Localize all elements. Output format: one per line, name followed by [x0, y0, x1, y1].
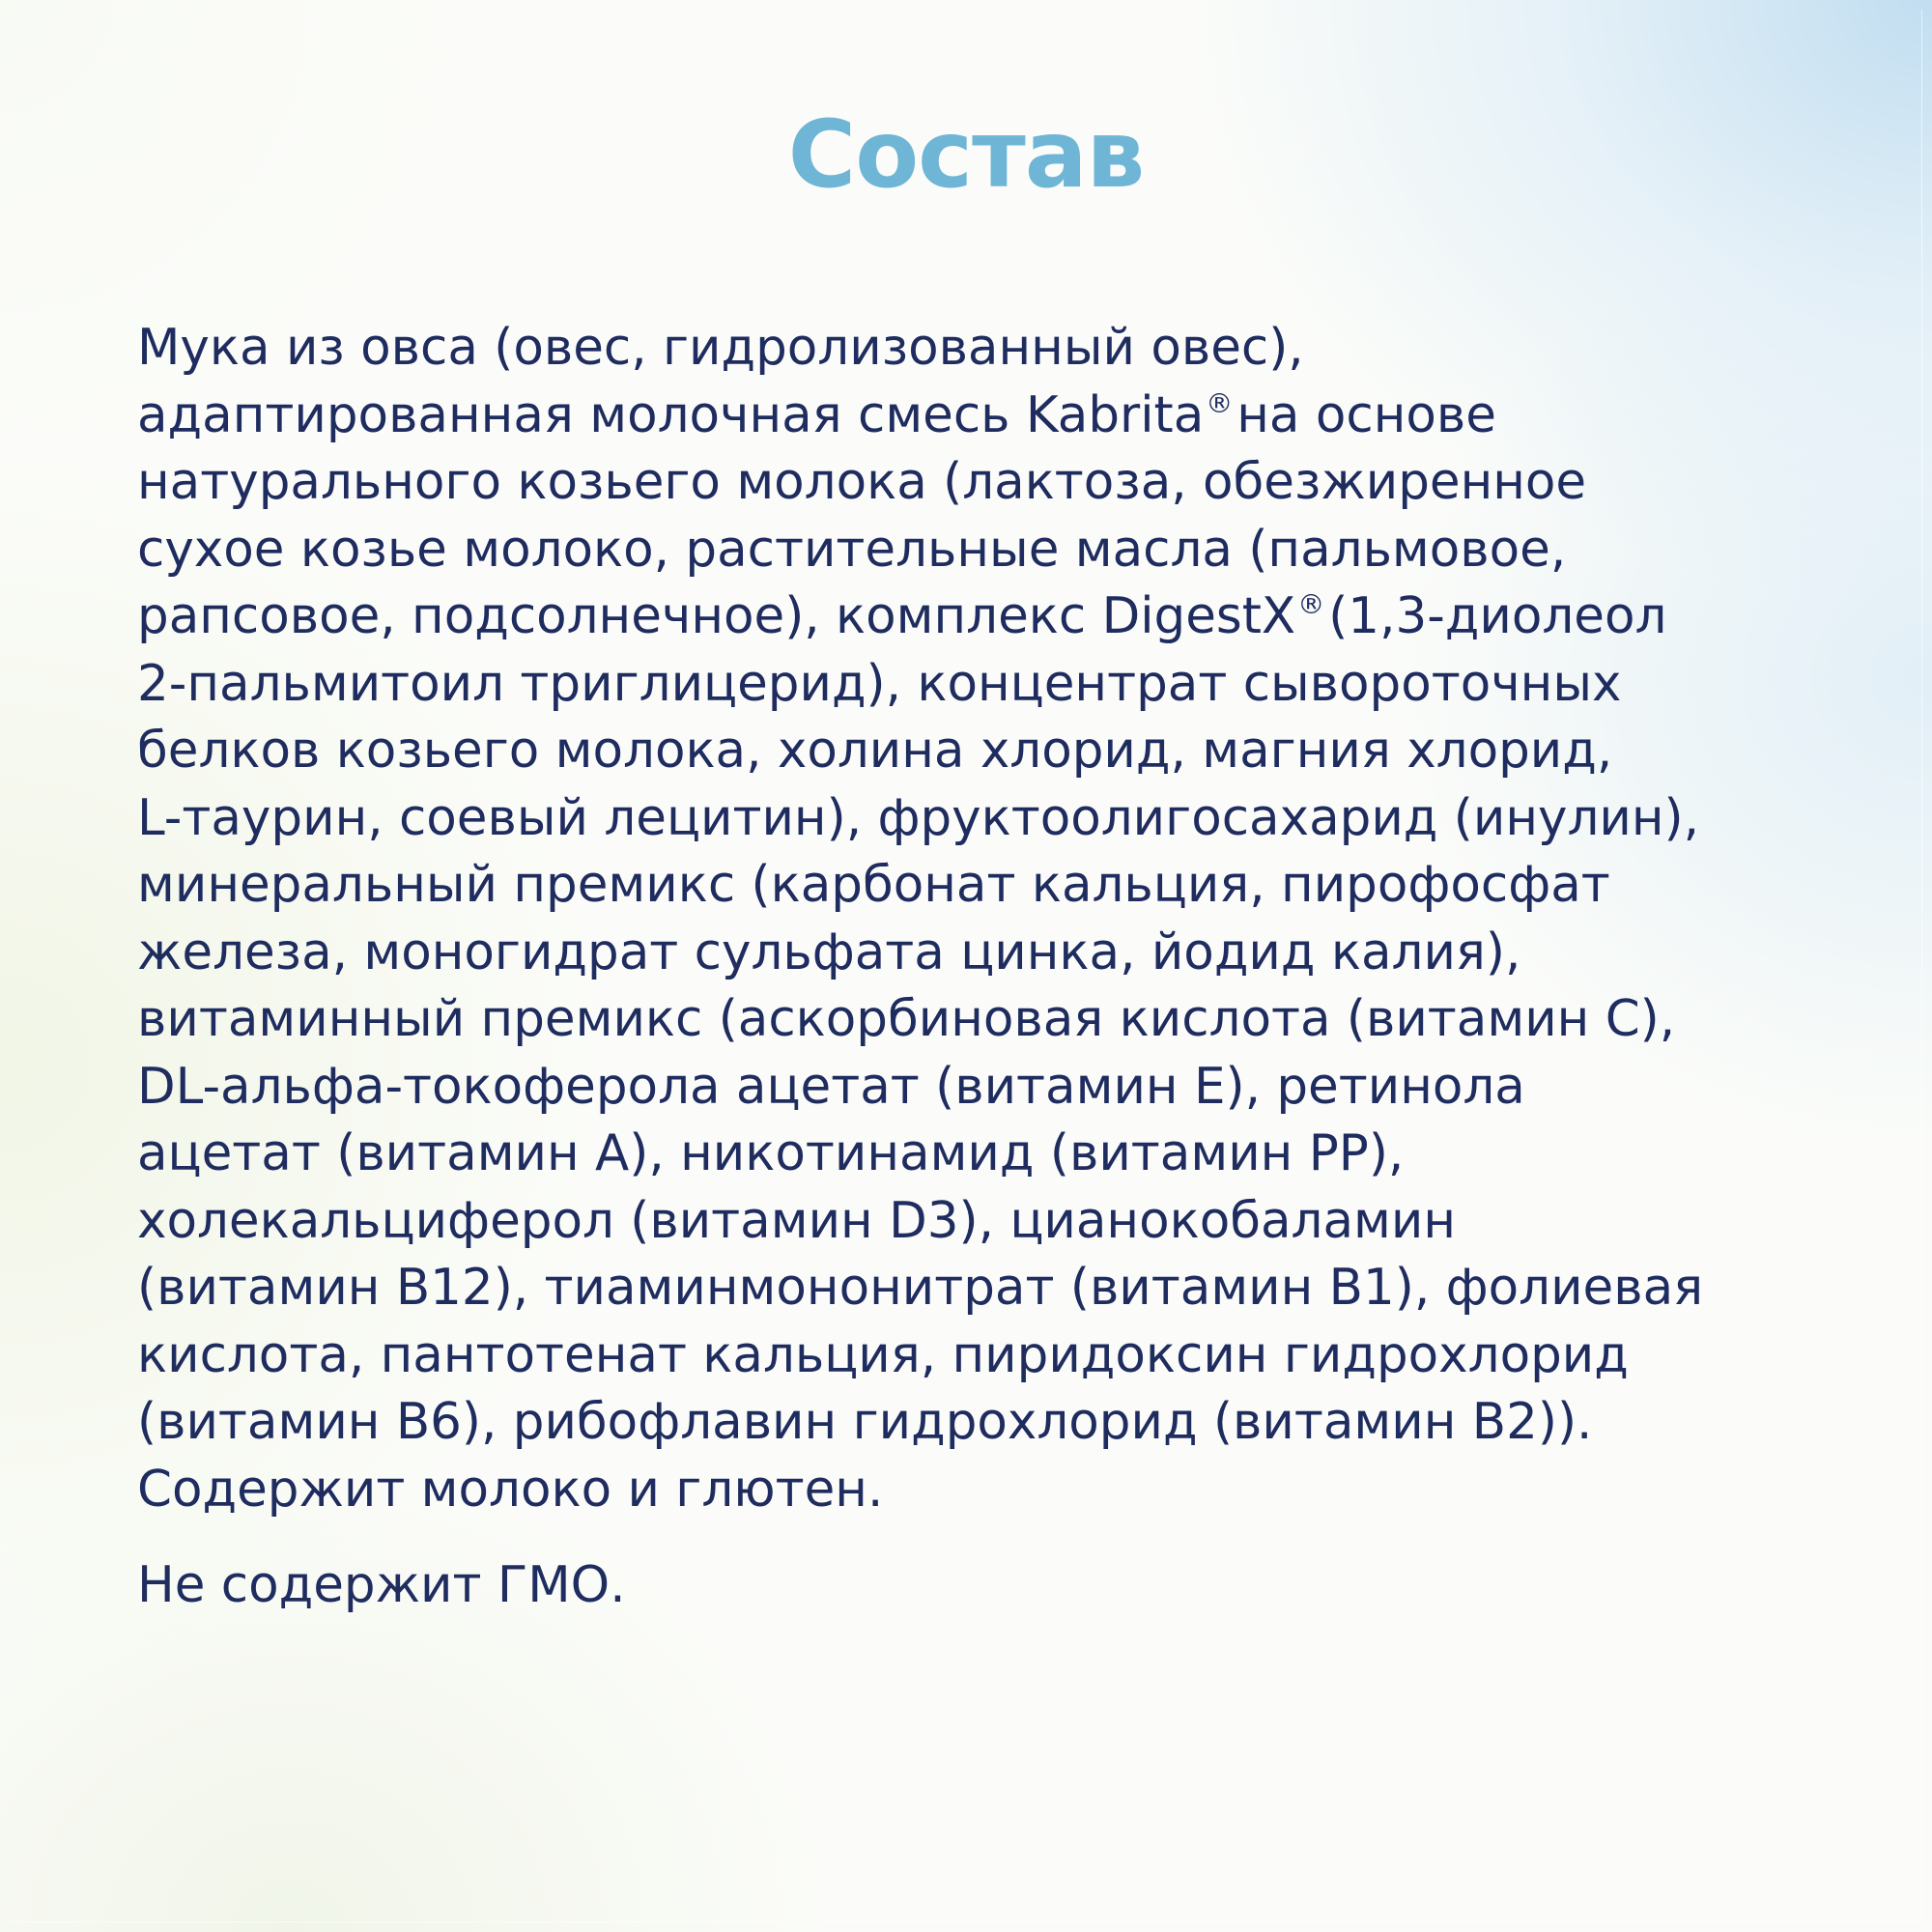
page-title: Состав [787, 100, 1145, 209]
composition-line: железа, моногидрат сульфата цинка, йодид калия), [137, 923, 1521, 981]
paragraph-gap [137, 1523, 1837, 1552]
composition-line: натурального козьего молока (лактоза, обезжиренное [137, 453, 1587, 511]
composition-text [137, 315, 1837, 1620]
composition-line: (витамин В12), тиаминмононитрат (витамин В1), фолиевая [137, 1259, 1704, 1317]
composition-line-part: на основе [1236, 385, 1496, 444]
composition-line [137, 383, 1837, 450]
composition-line: минеральный премикс (карбонат кальция, пирофосфат [137, 856, 1610, 914]
composition-line: белков козьего молока, холина хлорид, магния хлорид, [137, 722, 1613, 780]
composition-line: L-таурин, соевый лецитин), фруктоолигосахарид (инулин), [137, 788, 1699, 847]
composition-line: 2-пальмитоил триглицерид), концентрат сывороточных [137, 654, 1622, 713]
composition-line-part: (1,3-диолеол [1328, 587, 1667, 645]
composition-line: ацетат (витамин А), никотинамид (витамин РР), [137, 1124, 1405, 1182]
composition-line: сухое козье молоко, растительные масла (пальмовое, [137, 520, 1567, 579]
registered-trademark-mark: ® [1206, 386, 1234, 419]
composition-line: кислота, пантотенат кальция, пиридоксин гидрохлорид [137, 1325, 1629, 1384]
composition-line: Мука из овса (овес, гидролизованный овес), [137, 319, 1304, 377]
composition-line [137, 583, 1837, 651]
registered-trademark-mark: ® [1297, 588, 1325, 620]
composition-line: Содержит молоко и глютен. [137, 1460, 884, 1519]
composition-line: холекальциферол (витамин D3), цианокобаламин [137, 1191, 1457, 1250]
composition-line-part: рапсовое, подсолнечное), комплекс DigestX [137, 587, 1296, 645]
gmo-note: Не содержит ГМО. [137, 1556, 626, 1614]
composition-line-part: адаптированная молочная смесь Kabrita [137, 385, 1205, 444]
composition-line: DL-альфа-токоферола ацетат (витамин Е), ретинола [137, 1057, 1525, 1116]
composition-line: витаминный премикс (аскорбиновая кислота (витамин С), [137, 990, 1676, 1048]
composition-line: (витамин В6), рибофлавин гидрохлорид (витамин В2)). [137, 1393, 1593, 1451]
